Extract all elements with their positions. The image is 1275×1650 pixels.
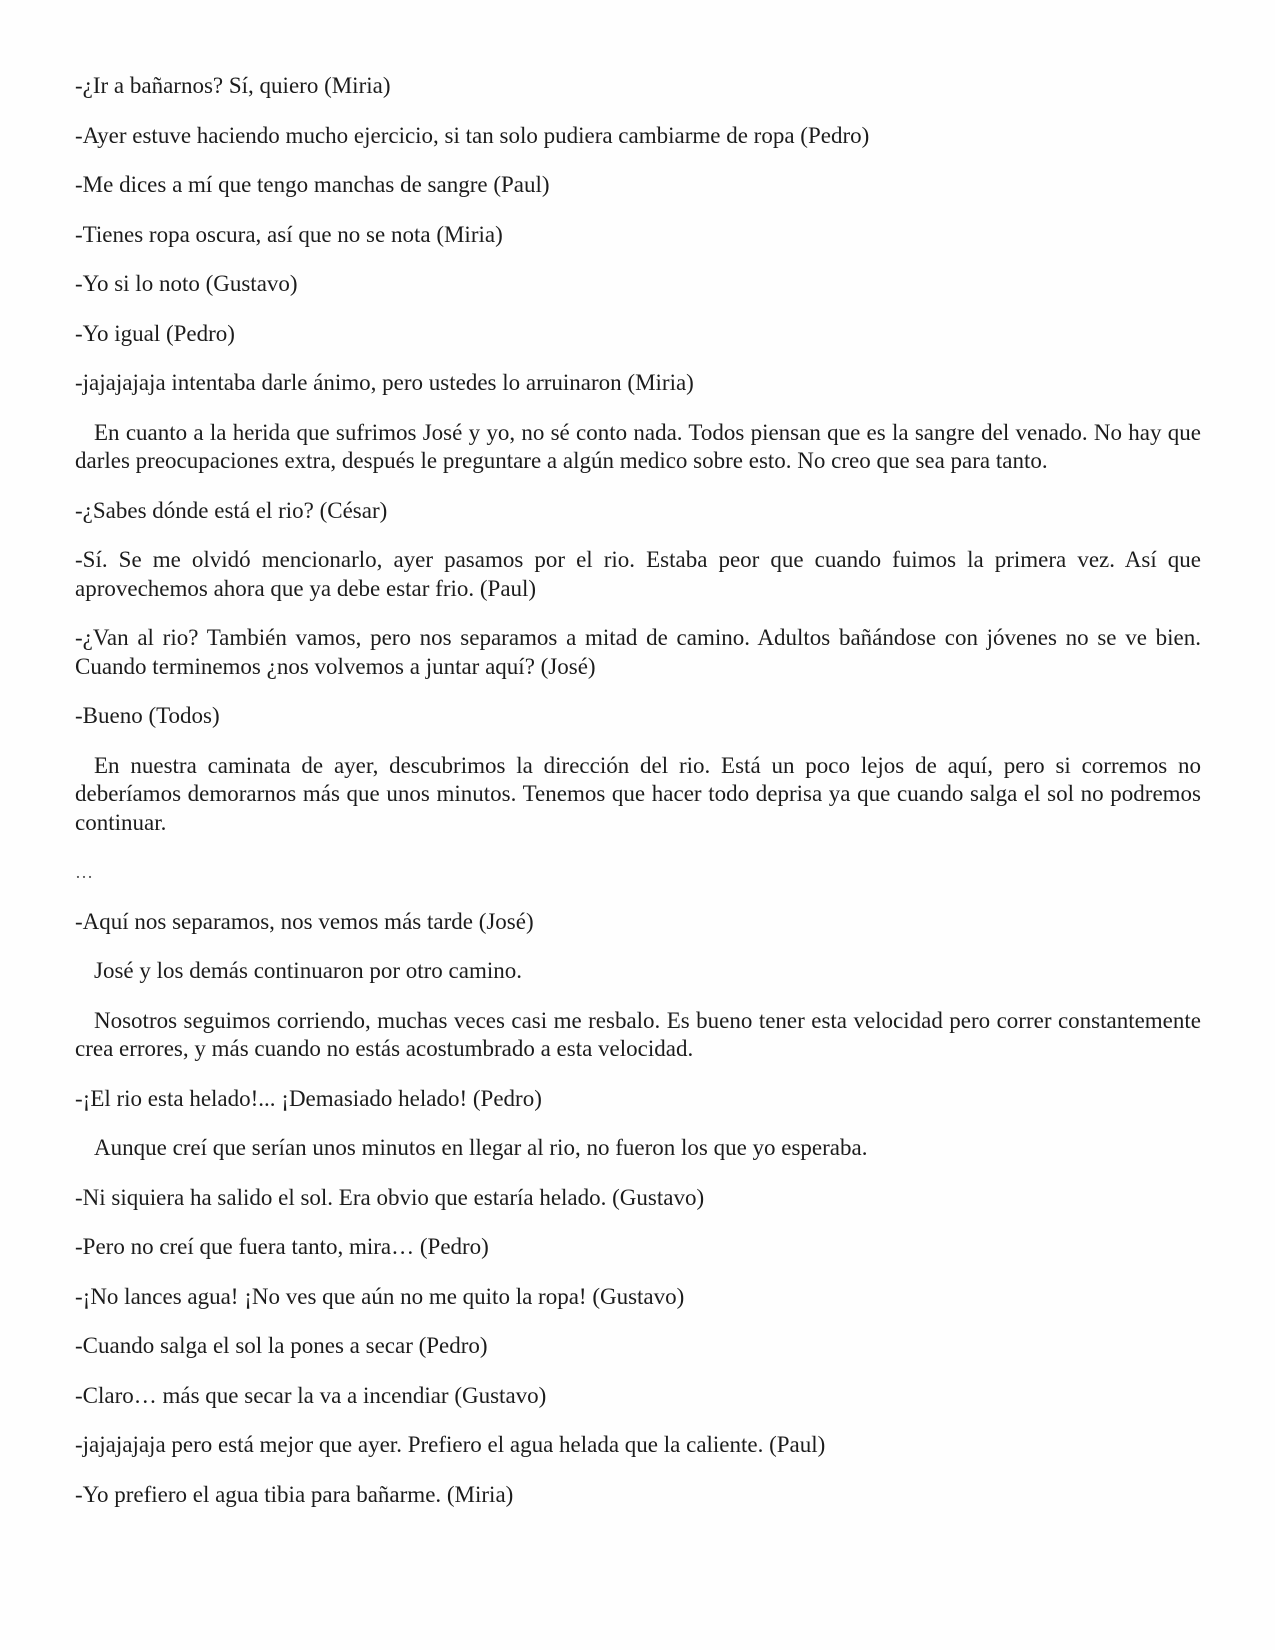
dialogue-line: -Me dices a mí que tengo manchas de sangre (Paul) xyxy=(75,172,550,197)
scene-break-ellipsis: … xyxy=(75,862,93,882)
dialogue-line: -¡No lances agua! ¡No ves que aún no me quito la ropa! (Gustavo) xyxy=(75,1283,685,1309)
body-text xyxy=(75,72,1201,1530)
narration-paragraph: José y los demás continuaron por otro camino. xyxy=(94,958,522,983)
dialogue-line: -Yo si lo noto (Gustavo) xyxy=(75,271,298,296)
dialogue-line: -Pero no creí que fuera tanto, mira… (Pedro) xyxy=(75,1234,489,1259)
dialogue-line: -Bueno (Todos) xyxy=(75,703,220,728)
dialogue-line: -Ni siquiera ha salido el sol. Era obvio que estaría helado. (Gustavo) xyxy=(75,1184,705,1210)
narration-paragraph: En cuanto a la herida que sufrimos José y yo, no sé conto nada. Todos piensan que es la sangre del venado. No hay que darles preocupaciones extra, después le preguntare a algún medico sobre esto. No creo que sea para tanto. xyxy=(75,419,1201,473)
narration-paragraph: Aunque creí que serían unos minutos en llegar al rio, no fueron los que yo esperaba. xyxy=(94,1135,868,1160)
dialogue-line: -Cuando salga el sol la pones a secar (Pedro) xyxy=(75,1333,488,1358)
dialogue-line: -Ayer estuve haciendo mucho ejercicio, si tan solo pudiera cambiarme de ropa (Pedro) xyxy=(75,122,870,148)
dialogue-line: -Aquí nos separamos, nos vemos más tarde (José) xyxy=(75,908,534,934)
dialogue-line: -jajajajaja pero está mejor que ayer. Prefiero el agua helada que la caliente. (Paul) xyxy=(75,1432,826,1457)
dialogue-line: -jajajajaja intentaba darle ánimo, pero ustedes lo arruinaron (Miria) xyxy=(75,370,694,395)
dialogue-line: -Tienes ropa oscura, así que no se nota (Miria) xyxy=(75,221,503,247)
dialogue-line: -¡El rio esta helado!... ¡Demasiado helado! (Pedro) xyxy=(75,1085,542,1111)
dialogue-line: -Yo igual (Pedro) xyxy=(75,320,235,346)
dialogue-line: -Yo prefiero el agua tibia para bañarme. (Miria) xyxy=(75,1481,514,1507)
dialogue-line: -¿Sabes dónde está el rio? (César) xyxy=(75,497,388,523)
narration-paragraph: En nuestra caminata de ayer, descubrimos la dirección del rio. Está un poco lejos de aquí, pero si corremos no deberíamos demorarnos más que unos minutos. Tenemos que hacer todo deprisa ya que cuando salga el sol no podremos continuar. xyxy=(75,752,1201,835)
dialogue-line: -¿Van al rio? También vamos, pero nos separamos a mitad de camino. Adultos bañándose con jóvenes no se ve bien. Cuando terminemos ¿nos volvemos a juntar aquí? (José) xyxy=(75,625,1201,679)
dialogue-line: -¿Ir a bañarnos? Sí, quiero (Miria) xyxy=(75,73,391,98)
narration-paragraph: Nosotros seguimos corriendo, muchas veces casi me resbalo. Es bueno tener esta velocidad pero correr constantemente crea errores, y más cuando no estás acostumbrado a esta velocidad. xyxy=(75,1007,1201,1061)
dialogue-line: -Claro… más que secar la va a incendiar (Gustavo) xyxy=(75,1382,547,1408)
dialogue-line: -Sí. Se me olvidó mencionarlo, ayer pasamos por el rio. Estaba peor que cuando fuimos la primera vez. Así que aprovechemos ahora que ya debe estar frio. (Paul) xyxy=(75,547,1201,601)
